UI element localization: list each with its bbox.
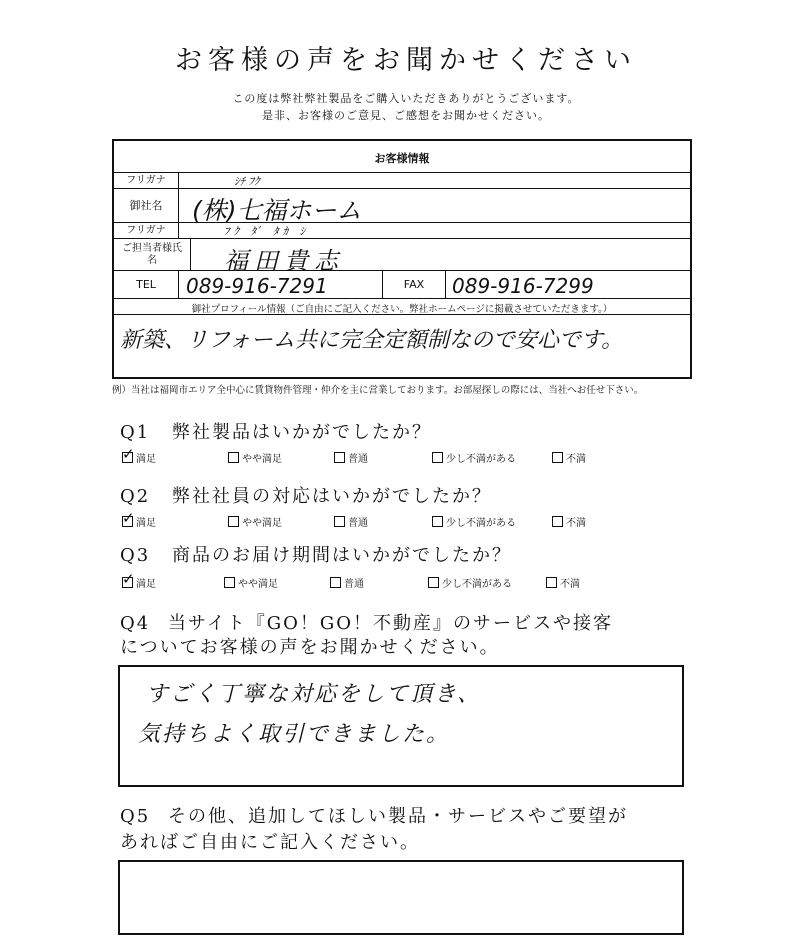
- q2-option-label: 満足: [136, 518, 156, 529]
- q1-checkbox-dissatisfied[interactable]: [552, 452, 563, 463]
- person-value[interactable]: 福田貴志: [224, 247, 344, 275]
- example-note: 例）当社は福岡市エリア全中心に賃貸物件管理・仲介を主に営業しております。お部屋探しの際には、当社へお任せ下さい。: [112, 385, 644, 396]
- q2-option-label: 少し不満がある: [446, 518, 516, 529]
- fax-value[interactable]: 089-916-7299: [452, 274, 594, 298]
- q2-checkbox-somewhat-dissatisfied[interactable]: [432, 516, 443, 527]
- q4-answer-line-2: 気持ちよく取引できました。: [138, 722, 451, 747]
- q3-text: 商品のお届け期間はいかがでしたか？: [171, 545, 512, 566]
- q3-option-label: 満足: [136, 579, 156, 590]
- q4-question: [120, 609, 613, 635]
- q1-options: [120, 445, 620, 465]
- q5-question: [120, 802, 628, 828]
- company-furigana-label: フリガナ: [114, 173, 179, 188]
- q2-text: 弊社社員の対応はいかがでしたか？: [171, 486, 492, 507]
- q4-text-1: 当サイト『GO！GO！不動産』のサービスや接客: [167, 613, 613, 634]
- customer-info-table: [112, 139, 692, 379]
- q1-text: 弊社製品はいかがでしたか？: [171, 422, 432, 443]
- person-furigana-label: フリガナ: [114, 223, 179, 238]
- q3-option-label: 少し不満がある: [442, 579, 512, 590]
- q5-label: Q5: [120, 806, 151, 827]
- fax-label: FAX: [382, 271, 446, 298]
- q2-checkbox-dissatisfied[interactable]: [552, 516, 563, 527]
- q2-label: Q2: [120, 486, 151, 507]
- q3-checkbox-dissatisfied[interactable]: [546, 577, 557, 588]
- q2-option-label: 不満: [566, 518, 586, 529]
- q3-option-label: 普通: [344, 579, 364, 590]
- q3-checkbox-satisfied[interactable]: [122, 570, 135, 588]
- q1-checkbox-average[interactable]: [334, 452, 345, 463]
- q3-label: Q3: [120, 545, 151, 566]
- profile-label-row: [114, 299, 690, 315]
- intro-line-1: この度は弊社弊社製品をご購入いただきありがとうございます。: [232, 92, 580, 105]
- q1-checkbox-somewhat-satisfied[interactable]: [228, 452, 239, 463]
- q1-checkbox-somewhat-dissatisfied[interactable]: [432, 452, 443, 463]
- q2-option-label: やや満足: [242, 518, 282, 529]
- q3-checkbox-somewhat-dissatisfied[interactable]: [428, 577, 439, 588]
- person-furigana-value[interactable]: ﾌｸ ﾀﾞ ﾀｶ ｼ: [224, 225, 309, 238]
- q3-checkbox-somewhat-satisfied[interactable]: [224, 577, 235, 588]
- q2-option-label: 普通: [348, 518, 368, 529]
- q1-label: Q1: [120, 422, 151, 443]
- intro-line-2: 是非、お客様のご意見、ご感想をお聞かせください。: [262, 109, 550, 122]
- page-title: お客様の声をお聞かせください: [175, 45, 637, 76]
- q5-text-1: その他、追加してほしい製品・サービスやご要望が: [167, 806, 628, 827]
- checkmark-icon: ✓: [122, 570, 135, 588]
- q1-option-label: 不満: [566, 454, 586, 465]
- profile-field[interactable]: [114, 315, 690, 377]
- q1-checkbox-satisfied[interactable]: [122, 445, 135, 463]
- q2-checkbox-somewhat-satisfied[interactable]: [228, 516, 239, 527]
- q2-checkbox-average[interactable]: [334, 516, 345, 527]
- company-label: 御社名: [114, 189, 179, 222]
- person-row: [114, 239, 690, 275]
- tel-fax-row: [114, 271, 690, 299]
- q5-answer-field[interactable]: [118, 860, 684, 935]
- tel-value[interactable]: 089-916-7291: [186, 274, 328, 298]
- profile-value: 新築、リフォーム共に完全定額制なので安心です。: [120, 328, 624, 353]
- info-header-row: [114, 141, 690, 173]
- q2-checkbox-satisfied[interactable]: [122, 509, 135, 527]
- company-value[interactable]: (株)七福ホーム: [192, 196, 362, 225]
- q1-option-label: 普通: [348, 454, 368, 465]
- info-header: お客様情報: [374, 152, 430, 165]
- person-label: ご担当者様氏名: [114, 239, 191, 270]
- q1-option-label: 満足: [136, 454, 156, 465]
- person-furigana-row: [114, 223, 690, 239]
- q2-question: [120, 482, 492, 508]
- q1-option-label: やや満足: [242, 454, 282, 465]
- q2-options: [120, 509, 620, 529]
- q4-answer-field[interactable]: [118, 665, 684, 787]
- q4-text-2: についてお客様の声をお聞かせください。: [120, 637, 500, 658]
- profile-label: 御社プロフィール情報（ご自由にご記入ください。弊社ホームページに掲載させていただきます。）: [191, 304, 613, 315]
- company-furigana-value[interactable]: ｼﾁ ﾌｸ: [234, 175, 260, 188]
- q1-question: [120, 418, 432, 444]
- checkmark-icon: ✓: [122, 445, 135, 463]
- q3-question: [120, 541, 512, 567]
- company-furigana-row: [114, 173, 690, 189]
- company-row: [114, 189, 690, 223]
- q1-option-label: 少し不満がある: [446, 454, 516, 465]
- q4-answer-line-1: すごく丁寧な対応をして頂き、: [146, 682, 482, 707]
- q3-option-label: 不満: [560, 579, 580, 590]
- q3-option-label: やや満足: [238, 579, 278, 590]
- q4-label: Q4: [120, 613, 151, 634]
- q3-checkbox-average[interactable]: [330, 577, 341, 588]
- q3-options: [120, 570, 620, 590]
- checkmark-icon: ✓: [122, 509, 135, 527]
- tel-label: TEL: [114, 271, 179, 298]
- q5-text-2: あればご自由にご記入ください。: [120, 832, 420, 853]
